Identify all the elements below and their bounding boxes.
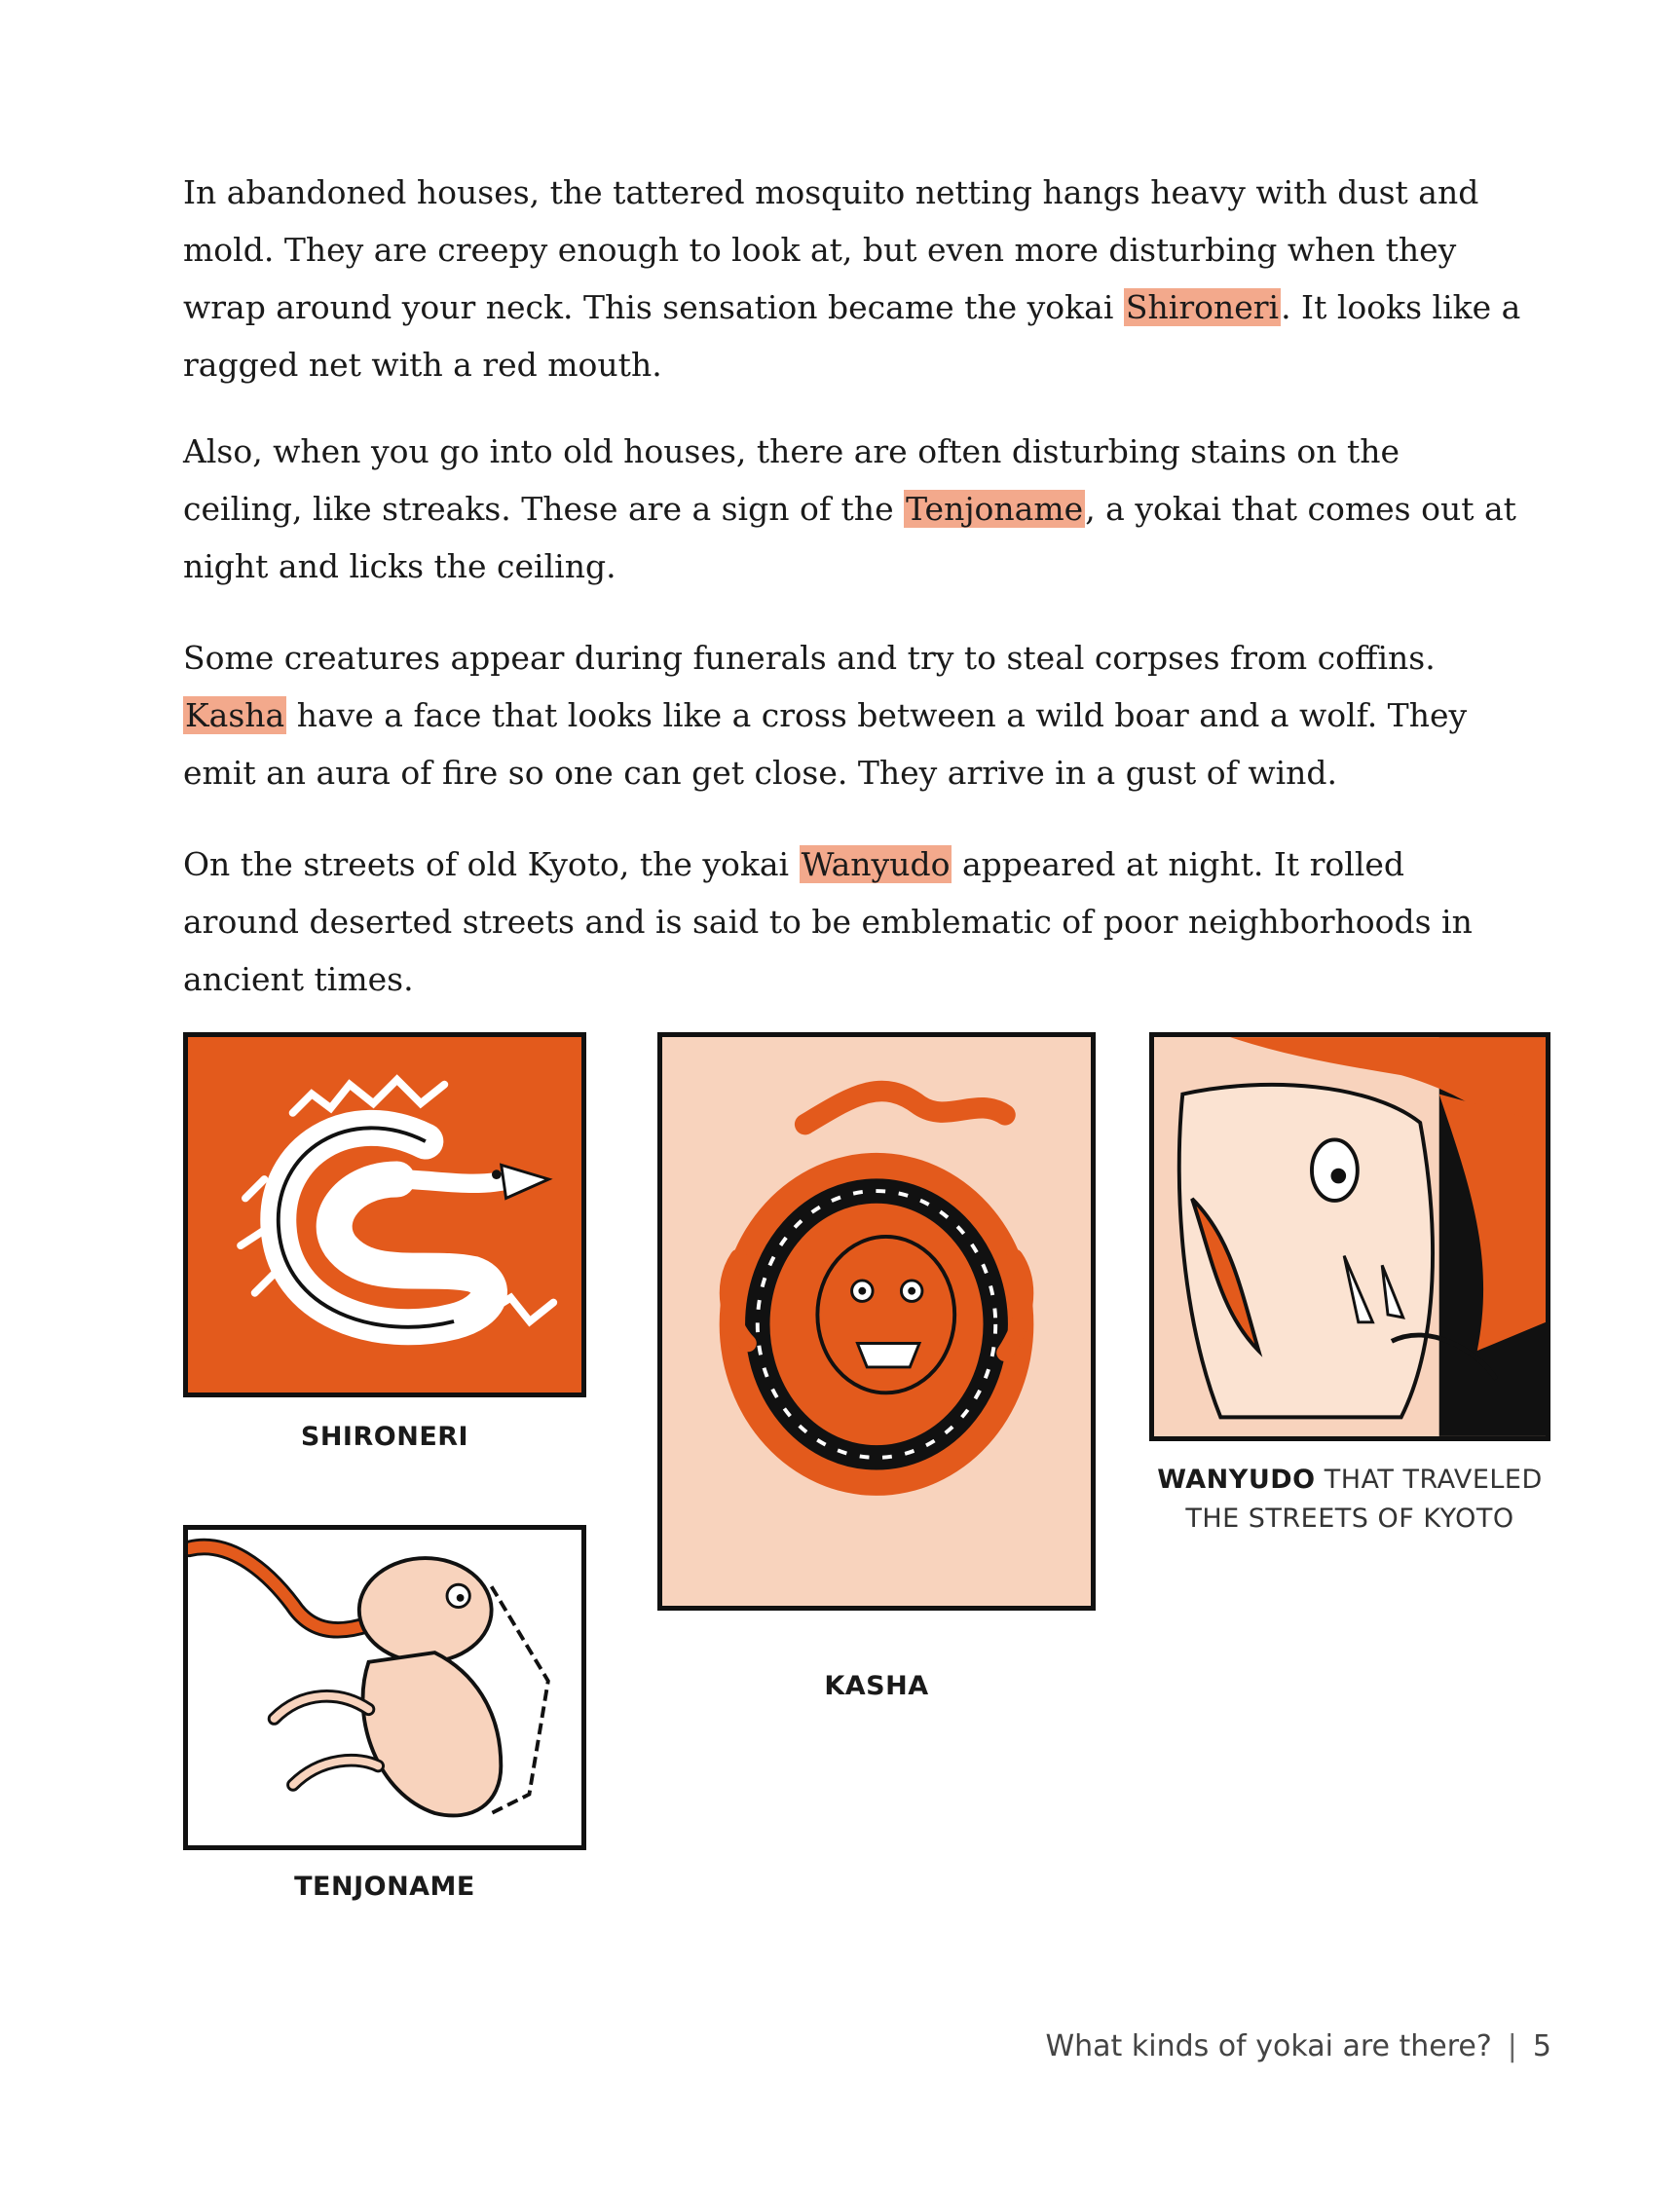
figure-kasha-illustration: [657, 1032, 1096, 1611]
caption-kasha: KASHA: [824, 1671, 929, 1701]
wanyudo-face-drawing: [1154, 1037, 1546, 1436]
paragraph-kasha: Some creatures appear during funerals and try to steal corpses from coffins. Kasha have a face that looks like a cross between a wild boar and a wolf. They emit an aura of fire so one can get close. They arrive in a gust of wind.: [183, 639, 1468, 792]
tenjoname-tongue-drawing: [188, 1530, 581, 1845]
highlight-shironeri: Shironeri: [1125, 288, 1280, 326]
paragraph-tenjoname: Also, when you go into old houses, there are often disturbing stains on the ceiling, like streaks. These are a sign of the Tenjoname, a yokai that comes out at night and licks the ceiling.: [183, 432, 1516, 585]
paragraph-shironeri: In abandoned houses, the tattered mosquito netting hangs heavy with dust and mold. They are creepy enough to look at, but even more disturbing when they wrap around your neck. This sensation became the yokai Shironeri. It looks like a ragged net with a red mouth.: [183, 173, 1521, 384]
page-number: 5: [1532, 2029, 1551, 2063]
figure-tenjoname-illustration: [183, 1525, 586, 1850]
page-footer: [1046, 2029, 1552, 2063]
highlight-kasha: Kasha: [185, 696, 285, 734]
paragraph-wanyudo: On the streets of old Kyoto, the yokai Wanyudo appeared at night. It rolled around deserted streets and is said to be emblematic of poor neighborhoods in ancient times.: [183, 845, 1473, 998]
figure-wanyudo-illustration: [1149, 1032, 1550, 1441]
caption-shironeri: SHIRONERI: [300, 1422, 469, 1452]
kasha-fire-wheel-drawing: [662, 1037, 1091, 1606]
highlight-tenjoname: Tenjoname: [906, 490, 1084, 528]
shironeri-dragon-drawing: [188, 1037, 581, 1393]
chapter-title: What kinds of yokai are there?: [1045, 2029, 1492, 2063]
caption-wanyudo: WANYUDO THAT TRAVELED THE STREETS OF KYOTO: [1157, 1465, 1543, 1534]
highlight-wanyudo: Wanyudo: [801, 845, 951, 883]
caption-tenjoname: TENJONAME: [294, 1872, 475, 1902]
footer-separator: |: [1507, 2029, 1517, 2063]
figure-shironeri-illustration: [183, 1032, 586, 1397]
